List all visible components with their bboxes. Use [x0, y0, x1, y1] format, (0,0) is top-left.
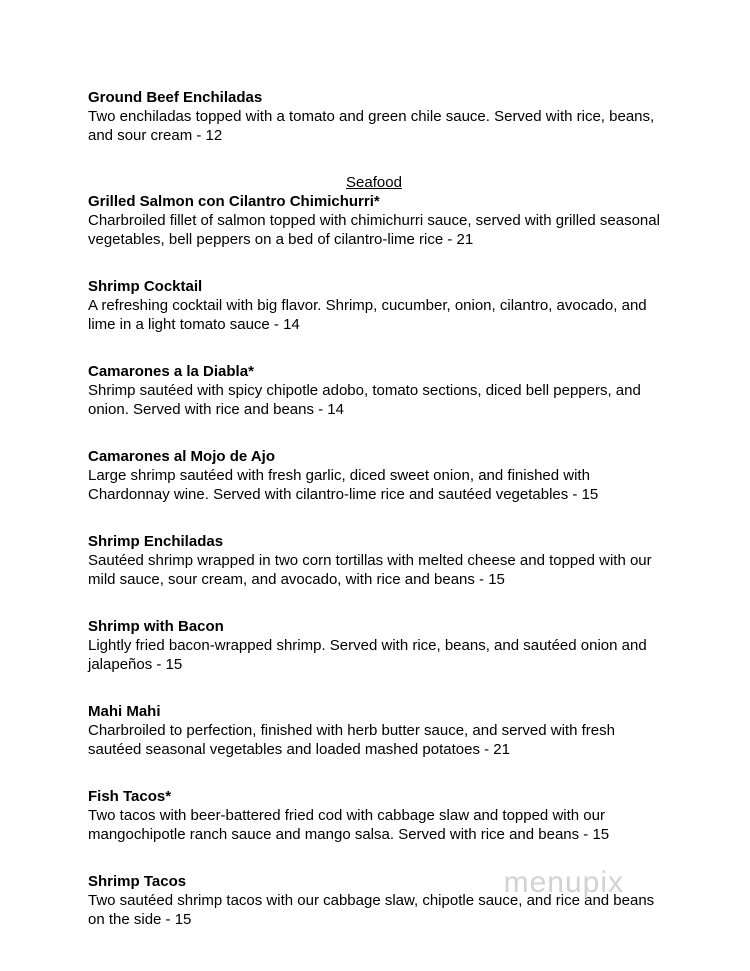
section-title-seafood: Seafood: [346, 174, 402, 191]
menu-item-name: Shrimp Cocktail: [88, 278, 203, 295]
menu-item: [88, 617, 660, 674]
menu-item-name: Ground Beef Enchiladas: [88, 89, 263, 106]
menu-item-name: Shrimp Tacos: [88, 873, 187, 890]
menu-item-description: Two tacos with beer-battered fried cod with cabbage slaw and topped with our mangochipotle ranch sauce and mango salsa. Served with rice and beans - 15: [88, 807, 610, 843]
menu-item-description: Charbroiled to perfection, finished with herb butter sauce, and served with fresh sautéed seasonal vegetables and loaded mashed potatoes - 21: [88, 722, 615, 758]
menu-item-name: Camarones a la Diabla*: [88, 363, 254, 380]
menu-item-description: Charbroiled fillet of salmon topped with chimichurri sauce, served with grilled seasonal vegetables, bell peppers on a bed of cilantro-lime rice - 21: [88, 212, 660, 248]
menu-item: [88, 277, 660, 334]
menu-item: [88, 787, 660, 844]
menu-item-description: Two sautéed shrimp tacos with our cabbage slaw, chipotle sauce, and rice and beans on the side - 15: [88, 892, 655, 928]
menu-item-name: Grilled Salmon con Cilantro Chimichurri*: [88, 193, 380, 210]
menu-item-name: Shrimp Enchiladas: [88, 533, 224, 550]
menu-item-description: A refreshing cocktail with big flavor. Shrimp, cucumber, onion, cilantro, avocado, and lime in a light tomato sauce - 14: [88, 297, 647, 333]
menu-item-description: Two enchiladas topped with a tomato and green chile sauce. Served with rice, beans, and sour cream - 12: [88, 108, 655, 144]
menu-item-name: Fish Tacos*: [88, 788, 172, 805]
menu-item-description: Lightly fried bacon-wrapped shrimp. Served with rice, beans, and sautéed onion and jalapeños - 15: [88, 637, 647, 673]
menu-item: [88, 532, 660, 589]
menu-item-name: Mahi Mahi: [88, 703, 161, 720]
menu-item-description: Shrimp sautéed with spicy chipotle adobo, tomato sections, diced bell peppers, and onion. Served with rice and beans - 14: [88, 382, 641, 418]
menu-item: [88, 362, 660, 419]
menu-item-name: Camarones al Mojo de Ajo: [88, 448, 275, 465]
menupix-watermark: menupix: [503, 866, 624, 899]
menu-item-description: Large shrimp sautéed with fresh garlic, diced sweet onion, and finished with Chardonnay wine. Served with cilantro-lime rice and sautéed vegetables - 15: [88, 467, 599, 503]
menu-item: [88, 702, 660, 759]
menu-item: [88, 447, 660, 504]
menu-item-description: Sautéed shrimp wrapped in two corn tortillas with melted cheese and topped with our mild sauce, sour cream, and avocado, with rice and beans - 15: [88, 552, 652, 588]
menu-item-name: Shrimp with Bacon: [88, 618, 224, 635]
menu-item: [88, 192, 660, 249]
menu-item: [88, 88, 660, 145]
